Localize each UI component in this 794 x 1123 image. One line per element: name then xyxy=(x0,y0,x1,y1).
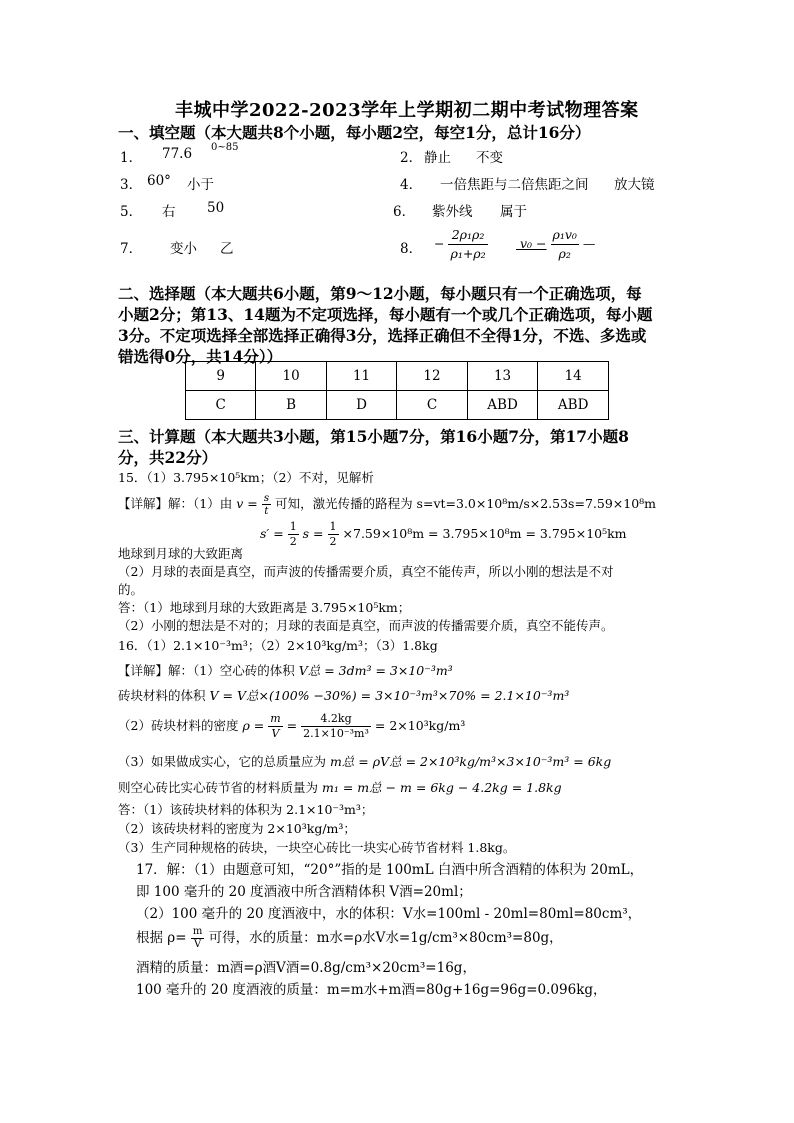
q16-frac1-num: m xyxy=(270,712,281,725)
q17-line-2: 即 100 毫升的 20 度酒液中所含酒精体积 V酒=20ml； xyxy=(136,884,472,900)
q15-detail-prefix: 【详解】解：（1）由 xyxy=(118,496,233,511)
q15-eq-mid: s = xyxy=(302,526,324,541)
q16-detail-3-text: （2）砖块材料的密度 xyxy=(118,718,239,733)
q16-detail-5-math: m₁ = m总 − m = 6kg − 4.2kg = 1.8kg xyxy=(322,780,562,795)
calc-heading-line-1: 三、计算题（本大题共3小题，第15小题7分，第16小题7分，第17小题8 xyxy=(118,427,629,446)
fill-item-5-answer-2: 50 xyxy=(207,200,225,216)
q15-part2-line-2: 的。 xyxy=(118,582,144,597)
table-cell-question: 9 xyxy=(186,362,256,391)
fill-item-5-num: 5． xyxy=(120,204,143,220)
fill-item-1-answer-1: 77.6 xyxy=(162,146,193,162)
q16-answer-line: 16．（1）2.1×10⁻³m³；（2）2×10³kg/m³；（3）1.8kg xyxy=(118,638,438,653)
q16-detail-5-text: 则空心砖比实心砖节省的材料质量为 xyxy=(118,780,319,795)
fill-item-4-num: 4． xyxy=(400,177,423,193)
q17-frac-den: V xyxy=(193,939,202,950)
q16-detail-1-text: 【详解】解：（1）空心砖的体积 xyxy=(118,663,295,678)
q16-detail-3 xyxy=(118,712,465,741)
fill-item-7-num: 7． xyxy=(120,241,143,257)
q15-distance-equation xyxy=(260,520,627,549)
choice-heading-line-3: 3分。不定项选择全部选择正确得3分，选择正确但不全得1分，不选、多选或 xyxy=(118,326,647,345)
q15-distance-label: 地球到月球的大致距离 xyxy=(118,546,244,561)
fill-item-2-answer-2: 不变 xyxy=(476,150,503,166)
q15-eq-frac2-den: 2 xyxy=(329,535,337,548)
q17-line-3: （2）100 毫升的 20 度酒液中，水的体积：V水=100ml - 20ml=80ml=80cm³， xyxy=(136,906,642,922)
q16-detail-3-rest: = 2×10³kg/m³ xyxy=(374,718,466,733)
fill-item-3-answer-1: 60° xyxy=(147,173,171,189)
q15-part2-line-1: （2）月球的表面是真空，而声波的传播需要介质，真空不能传声，所以小刚的想法是不对 xyxy=(118,564,614,579)
q16-detail-3-lhs: ρ = xyxy=(242,718,265,733)
q15-eq-frac1-num: 1 xyxy=(289,520,297,533)
q17-line-4-pre: 根据 ρ= xyxy=(136,930,187,946)
q15-detail-line xyxy=(118,492,656,517)
fill-item-8-frac1-numerator: 2ρ₁ρ₂ xyxy=(448,226,487,245)
q17-line-5: 酒精的质量：m酒=ρ酒V酒=0.8g/cm³×20cm³=16g， xyxy=(136,960,476,976)
q16-detail-1-math: V总 = 3dm³ = 3×10⁻³m³ xyxy=(298,663,453,678)
q17-line-6: 100 毫升的 20 度酒液的质量：m=m水+m酒=80g+16g=96g=0.096kg， xyxy=(136,982,607,998)
fill-item-4-answer-2: 放大镜 xyxy=(614,177,655,193)
q17-line-1: 17．解：（1）由题意可知，“20°”指的是 100mL 白酒中所含酒精的体积为 20mL， xyxy=(136,862,644,878)
fill-item-2-num: 2． xyxy=(400,150,423,166)
fill-item-8-v0: v₀ − xyxy=(519,236,547,251)
table-cell-answer: C xyxy=(186,391,256,420)
q15-conclusion-1: 答：（1）地球到月球的大致距离是 3.795×10⁵km； xyxy=(118,600,411,615)
q15-detail-formula-lhs: v = xyxy=(236,496,258,511)
q16-detail-2-math: V = V总×(100% −30%) = 3×10⁻³m³×70% = 2.1×10⁻³m³ xyxy=(209,688,570,703)
q15-conclusion-2: （2）小刚的想法是不对的；月球的表面是真空，而声波的传播需要介质，真空不能传声。 xyxy=(118,618,614,633)
fill-item-5-answer-1: 右 xyxy=(162,204,176,220)
q15-detail-suffix: 可知，激光传播的路程为 s=vt=3.0×10⁸m/s×2.53s=7.59×10⁸m xyxy=(275,496,657,511)
q15-frac-denominator: t xyxy=(264,505,269,517)
choice-heading-line-2: 小题2分；第13、14题为不定项选择，每小题有一个或几个正确选项，每小题 xyxy=(118,305,653,324)
q15-eq-frac1-den: 2 xyxy=(289,535,297,548)
fill-item-8-answer-2: v₀ − $\frac{\text{ρ₁v₀}}{\text{ρ₂}}$ — xyxy=(519,227,596,261)
fill-item-8-frac2-denominator: ρ₂ xyxy=(558,246,571,261)
fill-item-8-frac1-denominator: ρ₁+ρ₂ xyxy=(450,246,486,261)
fill-item-6-answer-2: 属于 xyxy=(500,204,527,220)
q16-conclusion-2: （2）该砖块材料的密度为 2×10³kg/m³； xyxy=(118,821,356,836)
table-cell-question: 13 xyxy=(467,362,538,391)
q16-detail-4 xyxy=(118,752,611,770)
q16-frac2-num: 4.2kg xyxy=(301,712,371,727)
q15-answer-line: 15．（1）3.795×10⁵km；（2）不对，见解析 xyxy=(118,470,374,485)
table-cell-question: 12 xyxy=(397,362,467,391)
q16-detail-4-math: m总 = ρV总 = 2×10³kg/m³×3×10⁻³m³ = 6kg xyxy=(329,754,612,769)
q15-eq-lhs: s′ = xyxy=(260,526,284,541)
q17-line-4-post: 可得，水的质量：m水=ρ水V水=1g/cm³×80cm³=80g， xyxy=(208,930,563,946)
q16-detail-1 xyxy=(118,661,453,679)
answer-table xyxy=(185,361,609,420)
choice-heading-line-4: 错选得0分，共14分）） xyxy=(118,347,283,366)
answer-table-header-row xyxy=(186,362,609,391)
q16-detail-2 xyxy=(118,686,569,704)
fill-item-1-num: 1． xyxy=(120,150,143,166)
fill-item-7-answer-1: 变小 xyxy=(170,241,197,257)
fill-item-7-answer-2: 乙 xyxy=(220,241,234,257)
table-cell-question: 10 xyxy=(256,362,326,391)
answer-table-answer-row xyxy=(186,391,609,420)
page-title: 丰城中学2022-2023学年上学期初二期中考试物理答案 xyxy=(175,100,639,121)
table-cell-answer: B xyxy=(256,391,326,420)
table-cell-answer: ABD xyxy=(538,391,609,420)
q16-detail-5 xyxy=(118,778,562,796)
table-cell-answer: ABD xyxy=(467,391,538,420)
table-cell-answer: D xyxy=(326,391,396,420)
fill-item-6-answer-1: 紫外线 xyxy=(432,204,473,220)
q16-frac1-den: V xyxy=(271,727,280,740)
choice-heading-line-1: 二、选择题（本大题共6小题，第9～12小题，每小题只有一个正确选项，每 xyxy=(118,284,642,303)
q15-eq-rest: ×7.59×10⁸m = 3.795×10⁸m = 3.795×10⁵km xyxy=(342,526,627,541)
fill-item-2-answer-1: 静止 xyxy=(424,150,451,166)
fill-item-8-answer-1: − $\frac{\text{2ρ₁ρ₂}}{\text{ρ₁+ρ₂}}$ xyxy=(434,227,486,261)
table-cell-answer: C xyxy=(397,391,467,420)
q15-eq-frac2-num: 1 xyxy=(329,520,337,533)
fill-section-heading: 一、填空题（本大题共8个小题，每小题2空，每空1分，总计16分） xyxy=(118,123,591,142)
fill-item-3-num: 3． xyxy=(120,177,143,193)
q15-frac-numerator: s xyxy=(263,492,270,504)
fill-item-1-answer-2: 0~85 xyxy=(211,142,239,153)
table-cell-question: 11 xyxy=(326,362,396,391)
q16-detail-4-text: （3）如果做成实心，它的总质量应为 xyxy=(118,754,326,769)
fill-item-4-answer-1: 一倍焦距与二倍焦距之间 xyxy=(440,177,589,193)
fill-item-6-num: 6． xyxy=(393,204,416,220)
q17-line-4 xyxy=(136,926,563,951)
fill-item-8-num: 8． xyxy=(400,241,423,257)
q16-conclusion-3: （3）生产同种规格的砖块，一块空心砖比一块实心砖节省材料 1.8kg。 xyxy=(118,840,516,855)
fill-item-8-frac2-numerator: ρ₁v₀ xyxy=(551,226,579,245)
table-cell-question: 14 xyxy=(538,362,609,391)
q16-detail-2-text: 砖块材料的体积 xyxy=(118,688,206,703)
calc-heading-line-2: 分，共22分） xyxy=(118,448,218,467)
q16-detail-3-mid: = xyxy=(286,718,298,733)
fill-item-3-answer-2: 小于 xyxy=(187,177,214,193)
q16-frac2-den: 2.1×10⁻³m³ xyxy=(303,727,369,740)
q17-frac-num: m xyxy=(192,926,203,937)
q16-conclusion-1: 答：（1）该砖块材料的体积为 2.1×10⁻³m³； xyxy=(118,802,374,817)
